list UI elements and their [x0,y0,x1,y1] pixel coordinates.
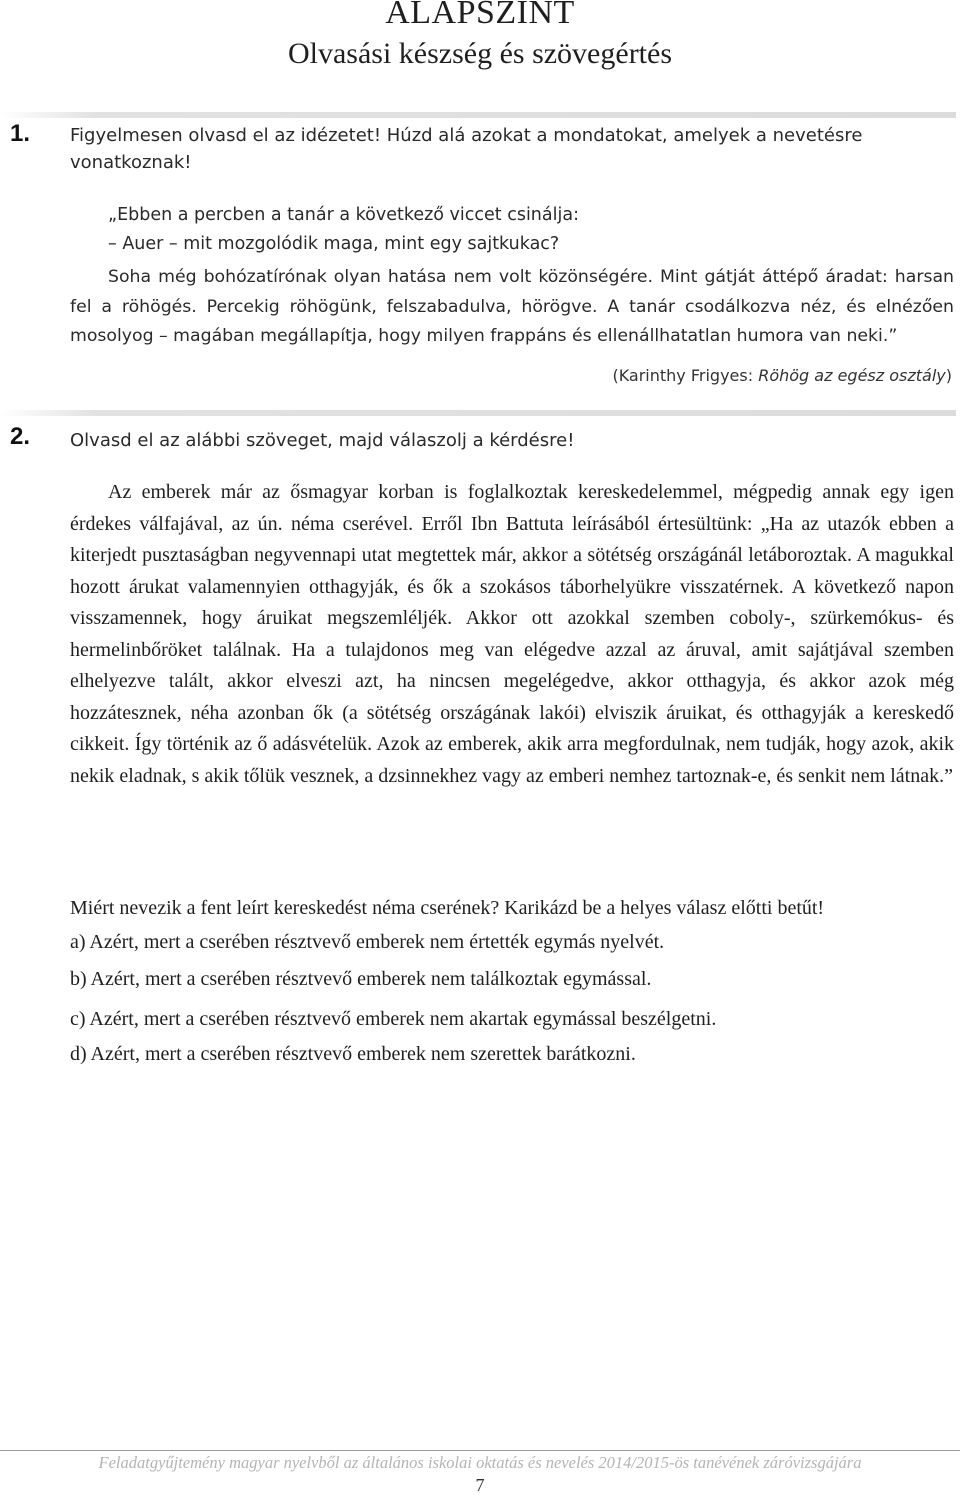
task-2-number: 2. [10,423,31,450]
task-1-number: 1. [10,120,31,147]
page-number: 7 [475,1475,485,1495]
task-1-bar [0,112,956,118]
task-1-instruction-line-1: Figyelmesen olvasd el az idézetet! Húzd alá azokat a mondatokat, amelyek a nevetésre [70,125,863,146]
quote-paragraph: Soha még bohózatírónak olyan hatása nem volt közönségére. Mint gátját áttépő áradat: harsan fel a röhögés. Percekig röhögünk, felszabadulva, hörögve. A tanár csodálkozva néz, és elnézően mosolyog – magában megállapítja, hogy milyen frappáns és ellenállhatatlan humora van neki.” [70,267,954,346]
task-2-instruction: Olvasd el az alábbi szöveget, majd válaszolj a kérdésre! [70,430,575,451]
option-a[interactable]: a) Azért, mert a cserében résztvevő emberek nem értették egymás nyelvét. [70,931,665,953]
text-paragraph: Az emberek már az ősmagyar korban is foglalkoztak kereskedelemmel, mégpedig annak egy igen érdekes válfajával, az ún. néma cserével. Erről Ibn Battuta leírásából értesültünk: „Ha az utazók ebben a kiterjedt pusztaságban negyvennapi utat megtettek már, akkor a sötétség országánál letáboroztak. A magukkal hozott árukat valamennyien otthagyják, és ők a szokásos táborhelyükre visszatérnek. A következő napon visszamennek, hogy áruikat megszemléljék. Akkor ott azokkal szemben coboly-, szürkemókus- és hermelinbőröket találnak. Ha a tulajdonos meg van elégedve azzal az áruval, amit sajátjával szemben elhelyezve talált, akkor elveszi azt, ha nincsen megelégedve, akkor otthagyja, és akkor azok még hozzátesznek, néha azonban ők (a sötétség országának lakói) elviszik áruikat, és otthagyják a kereskedő cikkeit. Így történik az ő adásvételük. Azok az emberek, akik arra megfordulnak, nem tudják, hogy azok, akik nekik eladnak, s akik tőlük vesznek, a dzsinnekhez vagy az emberi nemhez tartoznak-e, és senkit nem látnak.” [70,481,954,787]
quote-line-2: – Auer – mit mozgolódik maga, mint egy sajtkukac? [108,234,560,254]
header [0,0,960,74]
page-subtitle: Olvasási készség és szövegértés [287,37,673,70]
task-1-instruction-line-2: vonatkoznak! [70,152,192,173]
option-d[interactable]: d) Azért, mert a cserében résztvevő emberek nem szerettek barátkozni. [70,1043,636,1065]
quote-source: (Karinthy Frigyes: Röhög az egész osztály) [612,366,952,385]
task-2-bar [0,410,956,416]
option-b[interactable]: b) Azért, mert a cserében résztvevő emberek nem találkoztak egymással. [70,968,652,990]
source-title: Röhög az egész osztály [758,366,946,385]
footer-text: Feladatgyűjtemény magyar nyelvből az általános iskolai oktatás és nevelés 2014/2015-ös tanévének záróvizsgájára [98,1453,862,1472]
footer-divider [0,1450,960,1451]
quote-line-1: „Ebben a percben a tanár a következő viccet csinálja: [108,205,579,225]
question: Miért nevezik a fent leírt kereskedést néma cserének? Karikázd be a helyes válasz előtti betűt! [70,897,825,919]
page-title: ALAPSZINT [385,0,575,31]
option-c[interactable]: c) Azért, mert a cserében résztvevő emberek nem akartak egymással beszélgetni. [70,1008,717,1030]
